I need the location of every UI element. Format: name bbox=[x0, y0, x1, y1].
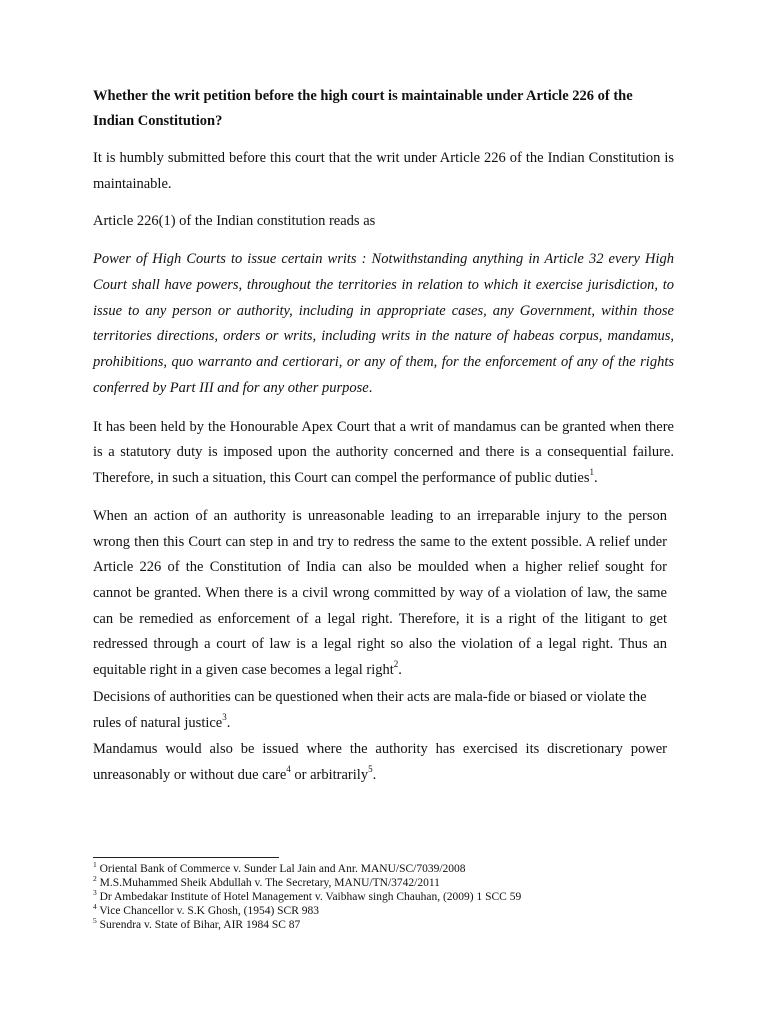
footnote-ref-5[interactable]: 5 bbox=[368, 763, 373, 774]
footnote-text: Oriental Bank of Commerce v. Sunder Lal Jain and Anr. MANU/SC/7039/2008 bbox=[96, 863, 466, 875]
mandamus-text-b: or arbitrarily bbox=[290, 766, 369, 783]
footnote-3 bbox=[93, 890, 693, 904]
footnote-number: 2 bbox=[93, 874, 97, 884]
mandamus-period: . bbox=[372, 766, 377, 783]
footnote-divider bbox=[93, 857, 279, 858]
apex-court-text: It has been held by the Honourable Apex Court that a writ of mandamus can be granted when there is a statutory duty is imposed upon the authority concerned and there is a consequential failure. Therefore, in such a situation, this Court can compel the performance of public duties bbox=[93, 418, 674, 487]
footnote-2 bbox=[93, 876, 693, 890]
mandamus-text-a: Mandamus would also be issued where the authority has exercised its discretionary power unreasonably or without due care bbox=[93, 740, 667, 783]
apex-court-paragraph bbox=[93, 415, 674, 492]
decisions-period: . bbox=[226, 714, 231, 731]
footnotes bbox=[93, 862, 693, 932]
footnote-1 bbox=[93, 862, 693, 876]
footnote-text: Vice Chancellor v. S.K Ghosh, (1954) SCR 983 bbox=[96, 905, 320, 917]
article-intro-paragraph: Article 226(1) of the Indian constitution reads as bbox=[93, 213, 376, 229]
footnote-ref-2[interactable]: 2 bbox=[393, 659, 399, 670]
footnote-number: 4 bbox=[93, 902, 97, 912]
footnote-number: 3 bbox=[93, 888, 97, 898]
footnote-4 bbox=[93, 904, 693, 918]
issue-heading: Whether the writ petition before the high court is maintainable under Article 226 of the Indian Constitution? bbox=[93, 88, 633, 129]
quote-text: Power of High Courts to issue certain writs : Notwithstanding anything in Article 32 every High Court shall have powers, throughout the territories in relation to which it exercise jurisdiction, to issue to any person or authority, including in appropriate cases, any Government, within those territories directions, orders or writs, including writs in the nature of habeas corpus, mandamus, prohibitions, quo warranto and certiorari, or any of them, for the enforcement of any of the rights conferred by Part III and for any other purpose bbox=[93, 251, 674, 396]
footnote-text: M.S.Muhammed Sheik Abdullah v. The Secretary, MANU/TN/3742/2011 bbox=[96, 877, 440, 889]
mandamus-paragraph bbox=[93, 736, 667, 788]
quote-period: . bbox=[368, 379, 373, 396]
footnote-5 bbox=[93, 918, 693, 932]
unreasonable-action-paragraph bbox=[93, 504, 667, 684]
footnote-number: 5 bbox=[93, 916, 97, 926]
unreasonable-text: When an action of an authority is unreasonable leading to an irreparable injury to the person wrong then this Court can step in and try to redress the same to the extent possible. A relief under Article 226 of the Constitution of India can also be moulded when a higher relief sought for cannot be granted. When there is a civil wrong committed by way of a violation of law, the same can be remedied as enforcement of a legal right. Therefore, it is a right of the litigant to get redressed through a court of law is a legal right so also the violation of a legal right. Thus an equitable right in a given case becomes a legal right bbox=[93, 507, 667, 679]
article-226-quote bbox=[93, 247, 674, 402]
submission-paragraph: It is humbly submitted before this court that the writ under Article 226 of the Indian Constitution is maintainable. bbox=[93, 150, 674, 192]
footnote-text: Dr Ambedakar Institute of Hotel Management v. Vaibhaw singh Chauhan, (2009) 1 SCC 59 bbox=[96, 891, 522, 903]
footnote-text: Surendra v. State of Bihar, AIR 1984 SC 87 bbox=[96, 919, 301, 931]
unreasonable-period: . bbox=[398, 662, 402, 679]
footnote-ref-4[interactable]: 4 bbox=[286, 763, 291, 774]
decisions-text: Decisions of authorities can be questioned when their acts are mala-fide or biased or violate the rules of natural justice bbox=[93, 688, 647, 731]
footnote-ref-1[interactable]: 1 bbox=[589, 467, 594, 478]
footnote-number: 1 bbox=[93, 860, 97, 870]
decisions-paragraph bbox=[93, 684, 667, 736]
apex-court-period: . bbox=[593, 470, 598, 487]
footnote-ref-3[interactable]: 3 bbox=[222, 711, 227, 722]
